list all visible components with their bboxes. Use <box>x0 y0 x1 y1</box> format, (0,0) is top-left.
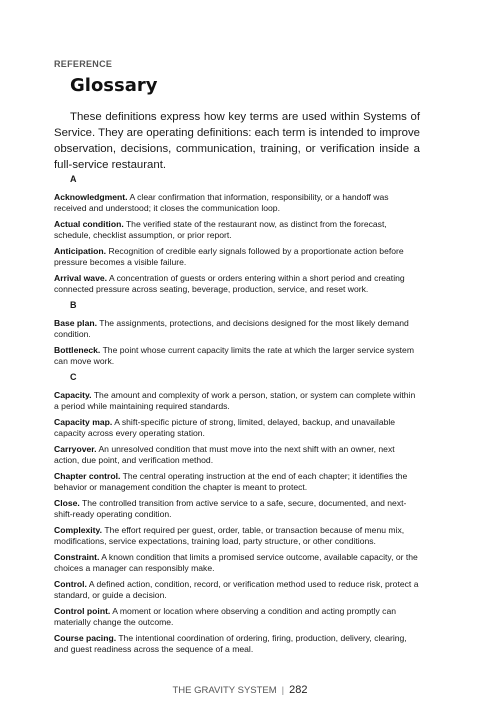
glossary-definition: A shift-specific picture of strong, limited, delayed, backup, and unavailable capacity across every operating station. <box>54 417 396 438</box>
letter-heading: A <box>70 174 77 184</box>
glossary-entry <box>54 579 422 601</box>
glossary-term: Chapter control. <box>54 471 121 481</box>
page-title: Glossary <box>70 75 158 96</box>
page-number: 282 <box>289 684 308 696</box>
glossary-term: Actual condition. <box>54 219 124 229</box>
intro-paragraph: These definitions express how key terms are used within Systems of Service. They are operating definitions: each term is intended to improve observation, decisions, communication, training, or verification inside a full-service restaurant. <box>54 111 420 171</box>
glossary-entry <box>54 390 422 412</box>
glossary-entry <box>54 525 422 547</box>
glossary-term: Anticipation. <box>54 246 107 256</box>
glossary-definition: Recognition of credible early signals followed by a proportionate action before pressure becomes a visible failure. <box>54 246 404 267</box>
glossary-definition: The central operating instruction at the end of each chapter; it identifies the behavior or management condition the chapter is meant to protect. <box>54 471 408 492</box>
glossary-entry <box>54 606 422 628</box>
glossary-term: Bottleneck. <box>54 345 101 355</box>
glossary-definition: A clear confirmation that information, responsibility, or a handoff was received and understood; it closes the communication loop. <box>54 192 389 213</box>
glossary-definition: A concentration of guests or orders entering within a short period and creating connected pressure across seating, beverage, production, service, and reset work. <box>54 273 405 294</box>
glossary-entry <box>54 498 422 520</box>
glossary-definition: The amount and complexity of work a person, station, or system can complete within a period while maintaining required standards. <box>54 390 416 411</box>
glossary-entry <box>54 552 422 574</box>
glossary-definition: The assignments, protections, and decisions designed for the most likely demand condition. <box>54 318 409 339</box>
glossary-entry <box>54 471 422 493</box>
footer-separator: | <box>281 685 285 696</box>
glossary-term: Control point. <box>54 606 111 616</box>
glossary-definition: The intentional coordination of ordering, firing, production, delivery, clearing, and guest readiness across the sequence of a meal. <box>54 633 407 654</box>
glossary-term: Arrival wave. <box>54 273 108 283</box>
glossary-definition: The controlled transition from active service to a safe, secure, documented, and next-shift-ready operating condition. <box>54 498 407 519</box>
glossary-definition: A moment or location where observing a condition and acting promptly can materially change the outcome. <box>54 606 397 627</box>
glossary-term: Capacity map. <box>54 417 113 427</box>
page-footer <box>0 684 480 696</box>
glossary-entry <box>54 318 422 340</box>
section-label: REFERENCE <box>54 59 113 69</box>
glossary-definition: An unresolved condition that must move into the next shift with an owner, next action, due point, and verification method. <box>54 444 395 465</box>
glossary-term: Acknowledgment. <box>54 192 128 202</box>
glossary-term: Constraint. <box>54 552 100 562</box>
letter-heading: B <box>70 300 77 310</box>
running-title: THE GRAVITY SYSTEM <box>172 685 277 696</box>
glossary-definition: The verified state of the restaurant now, as distinct from the forecast, schedule, checklist assumption, or prior report. <box>54 219 387 240</box>
glossary-term: Course pacing. <box>54 633 117 643</box>
glossary-list <box>54 174 422 660</box>
glossary-definition: A known condition that limits a promised service outcome, available capacity, or the choices a manager can responsibly make. <box>54 552 418 573</box>
glossary-term: Close. <box>54 498 80 508</box>
glossary-entry <box>54 417 422 439</box>
glossary-entry <box>54 633 422 655</box>
glossary-term: Capacity. <box>54 390 92 400</box>
glossary-group <box>54 300 422 367</box>
glossary-term: Base plan. <box>54 318 97 328</box>
glossary-term: Carryover. <box>54 444 97 454</box>
glossary-entry <box>54 192 422 214</box>
glossary-entry <box>54 273 422 295</box>
glossary-group <box>54 372 422 655</box>
letter-heading: C <box>70 372 77 382</box>
glossary-entry <box>54 219 422 241</box>
glossary-definition: The point whose current capacity limits the rate at which the larger service system can move work. <box>54 345 414 366</box>
glossary-term: Complexity. <box>54 525 103 535</box>
glossary-definition: The effort required per guest, order, table, or transaction because of menu mix, modifications, service expectations, training load, party structure, or other conditions. <box>54 525 405 546</box>
glossary-entry <box>54 246 422 268</box>
glossary-group <box>54 174 422 295</box>
glossary-term: Control. <box>54 579 87 589</box>
glossary-definition: A defined action, condition, record, or verification method used to reduce risk, protect a standard, or guide a decision. <box>54 579 419 600</box>
glossary-entry <box>54 444 422 466</box>
glossary-entry <box>54 345 422 367</box>
